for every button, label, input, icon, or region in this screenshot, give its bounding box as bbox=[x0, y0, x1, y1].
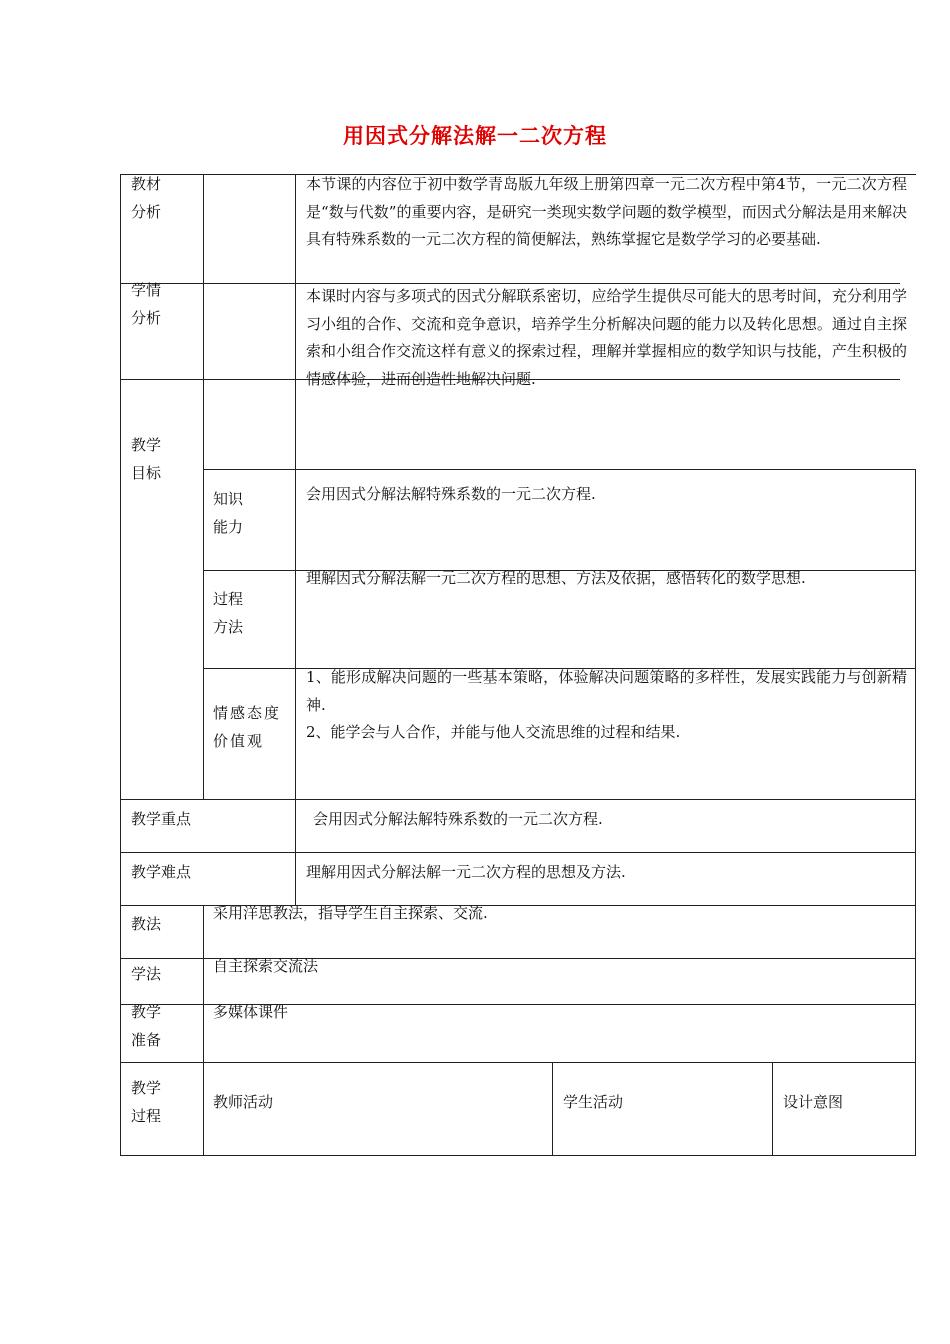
process-method-label bbox=[213, 586, 243, 641]
materials-text: 本节课的内容位于初中数学青岛版九年级上册第四章一元二次方程中第4节，一元二次方程是“数与代数”的重要内容，是研究一类现实数学问题的数学模型，而因式分解法是用来解决具有特殊系数的一元二次方程的简便解法，熟练掌握它是数学学习的必要基础. bbox=[306, 175, 907, 248]
table-border-left bbox=[120, 174, 121, 1156]
preparation-label bbox=[131, 999, 161, 1054]
difficulty-label: 教学难点 bbox=[131, 863, 192, 881]
students-label bbox=[131, 277, 161, 332]
label-line: 方法 bbox=[213, 617, 244, 636]
label-line: 过程 bbox=[213, 590, 244, 608]
teaching-method-text: 采用洋思教法，指导学生自主探索、交流. bbox=[213, 904, 488, 922]
key-point-label: 教学重点 bbox=[131, 810, 192, 828]
label-line: 学情 bbox=[131, 281, 162, 299]
label-line: 分析 bbox=[131, 308, 162, 327]
difficulty-text: 理解用因式分解法解一元二次方程的思想及方法. bbox=[306, 863, 626, 881]
column-divider bbox=[772, 1062, 773, 1156]
table-border-bottom bbox=[120, 1155, 916, 1156]
row-divider bbox=[120, 852, 916, 853]
student-activity-header: 学生活动 bbox=[563, 1093, 624, 1111]
process-label bbox=[131, 1075, 161, 1130]
teaching-method-label: 教法 bbox=[131, 915, 162, 933]
label-line: 分析 bbox=[131, 202, 162, 221]
row-divider bbox=[203, 469, 916, 470]
label-line: 教学 bbox=[131, 436, 162, 454]
label-line: 教学 bbox=[131, 1079, 162, 1097]
label-line: 价值观 bbox=[213, 731, 265, 750]
label-line: 过程 bbox=[131, 1106, 162, 1125]
key-point-text: 会用因式分解法解特殊系数的一元二次方程. bbox=[313, 810, 603, 828]
students-text: 本课时内容与多项式的因式分解联系密切，应给学生提供尽可能大的思考时间，充分利用学习小组的合作、交流和竞争意识，培养学生分析解决问题的能力以及转化思想。通过自主探索和小组合作交流这样有意义的探索过程，理解并掌握相应的数学知识与技能，产生积极的情感体验，进而创造性地解决问题. bbox=[306, 287, 907, 388]
label-line: 教材 bbox=[131, 175, 162, 193]
teacher-activity-header: 教师活动 bbox=[213, 1093, 274, 1111]
objectives-label bbox=[131, 432, 161, 487]
label-line: 准备 bbox=[131, 1030, 162, 1049]
column-divider bbox=[295, 174, 296, 905]
column-divider bbox=[203, 905, 204, 1156]
knowledge-text: 会用因式分解法解特殊系数的一元二次方程. bbox=[306, 485, 596, 503]
column-divider bbox=[203, 174, 204, 799]
materials-label bbox=[131, 171, 161, 226]
emotion-text-1: 1、能形成解决问题的一些基本策略，体验解决问题策略的多样性，发展实践能力与创新精神. bbox=[306, 668, 907, 714]
emotion-text-2: 2、能学会与人合作，并能与他人交流思维的过程和结果. bbox=[306, 723, 681, 741]
label-line: 情感态度 bbox=[213, 704, 282, 722]
label-line: 知识 bbox=[213, 490, 244, 508]
preparation-text: 多媒体课件 bbox=[213, 1003, 289, 1021]
learning-method-text: 自主探索交流法 bbox=[213, 957, 319, 975]
knowledge-label bbox=[213, 486, 243, 541]
process-method-text: 理解因式分解法解一元二次方程的思想、方法及依据，感悟转化的数学思想. bbox=[306, 569, 806, 587]
row-divider bbox=[120, 799, 916, 800]
column-divider bbox=[552, 1062, 553, 1156]
design-intent-header: 设计意图 bbox=[783, 1093, 844, 1111]
label-line: 能力 bbox=[213, 517, 244, 536]
row-divider bbox=[120, 1062, 916, 1063]
table-border-right bbox=[915, 469, 916, 1156]
document-title: 用因式分解法解一二次方程 bbox=[343, 124, 607, 148]
label-line: 目标 bbox=[131, 463, 162, 482]
learning-method-label: 学法 bbox=[131, 965, 162, 983]
emotion-label bbox=[213, 700, 281, 755]
label-line: 教学 bbox=[131, 1003, 162, 1021]
